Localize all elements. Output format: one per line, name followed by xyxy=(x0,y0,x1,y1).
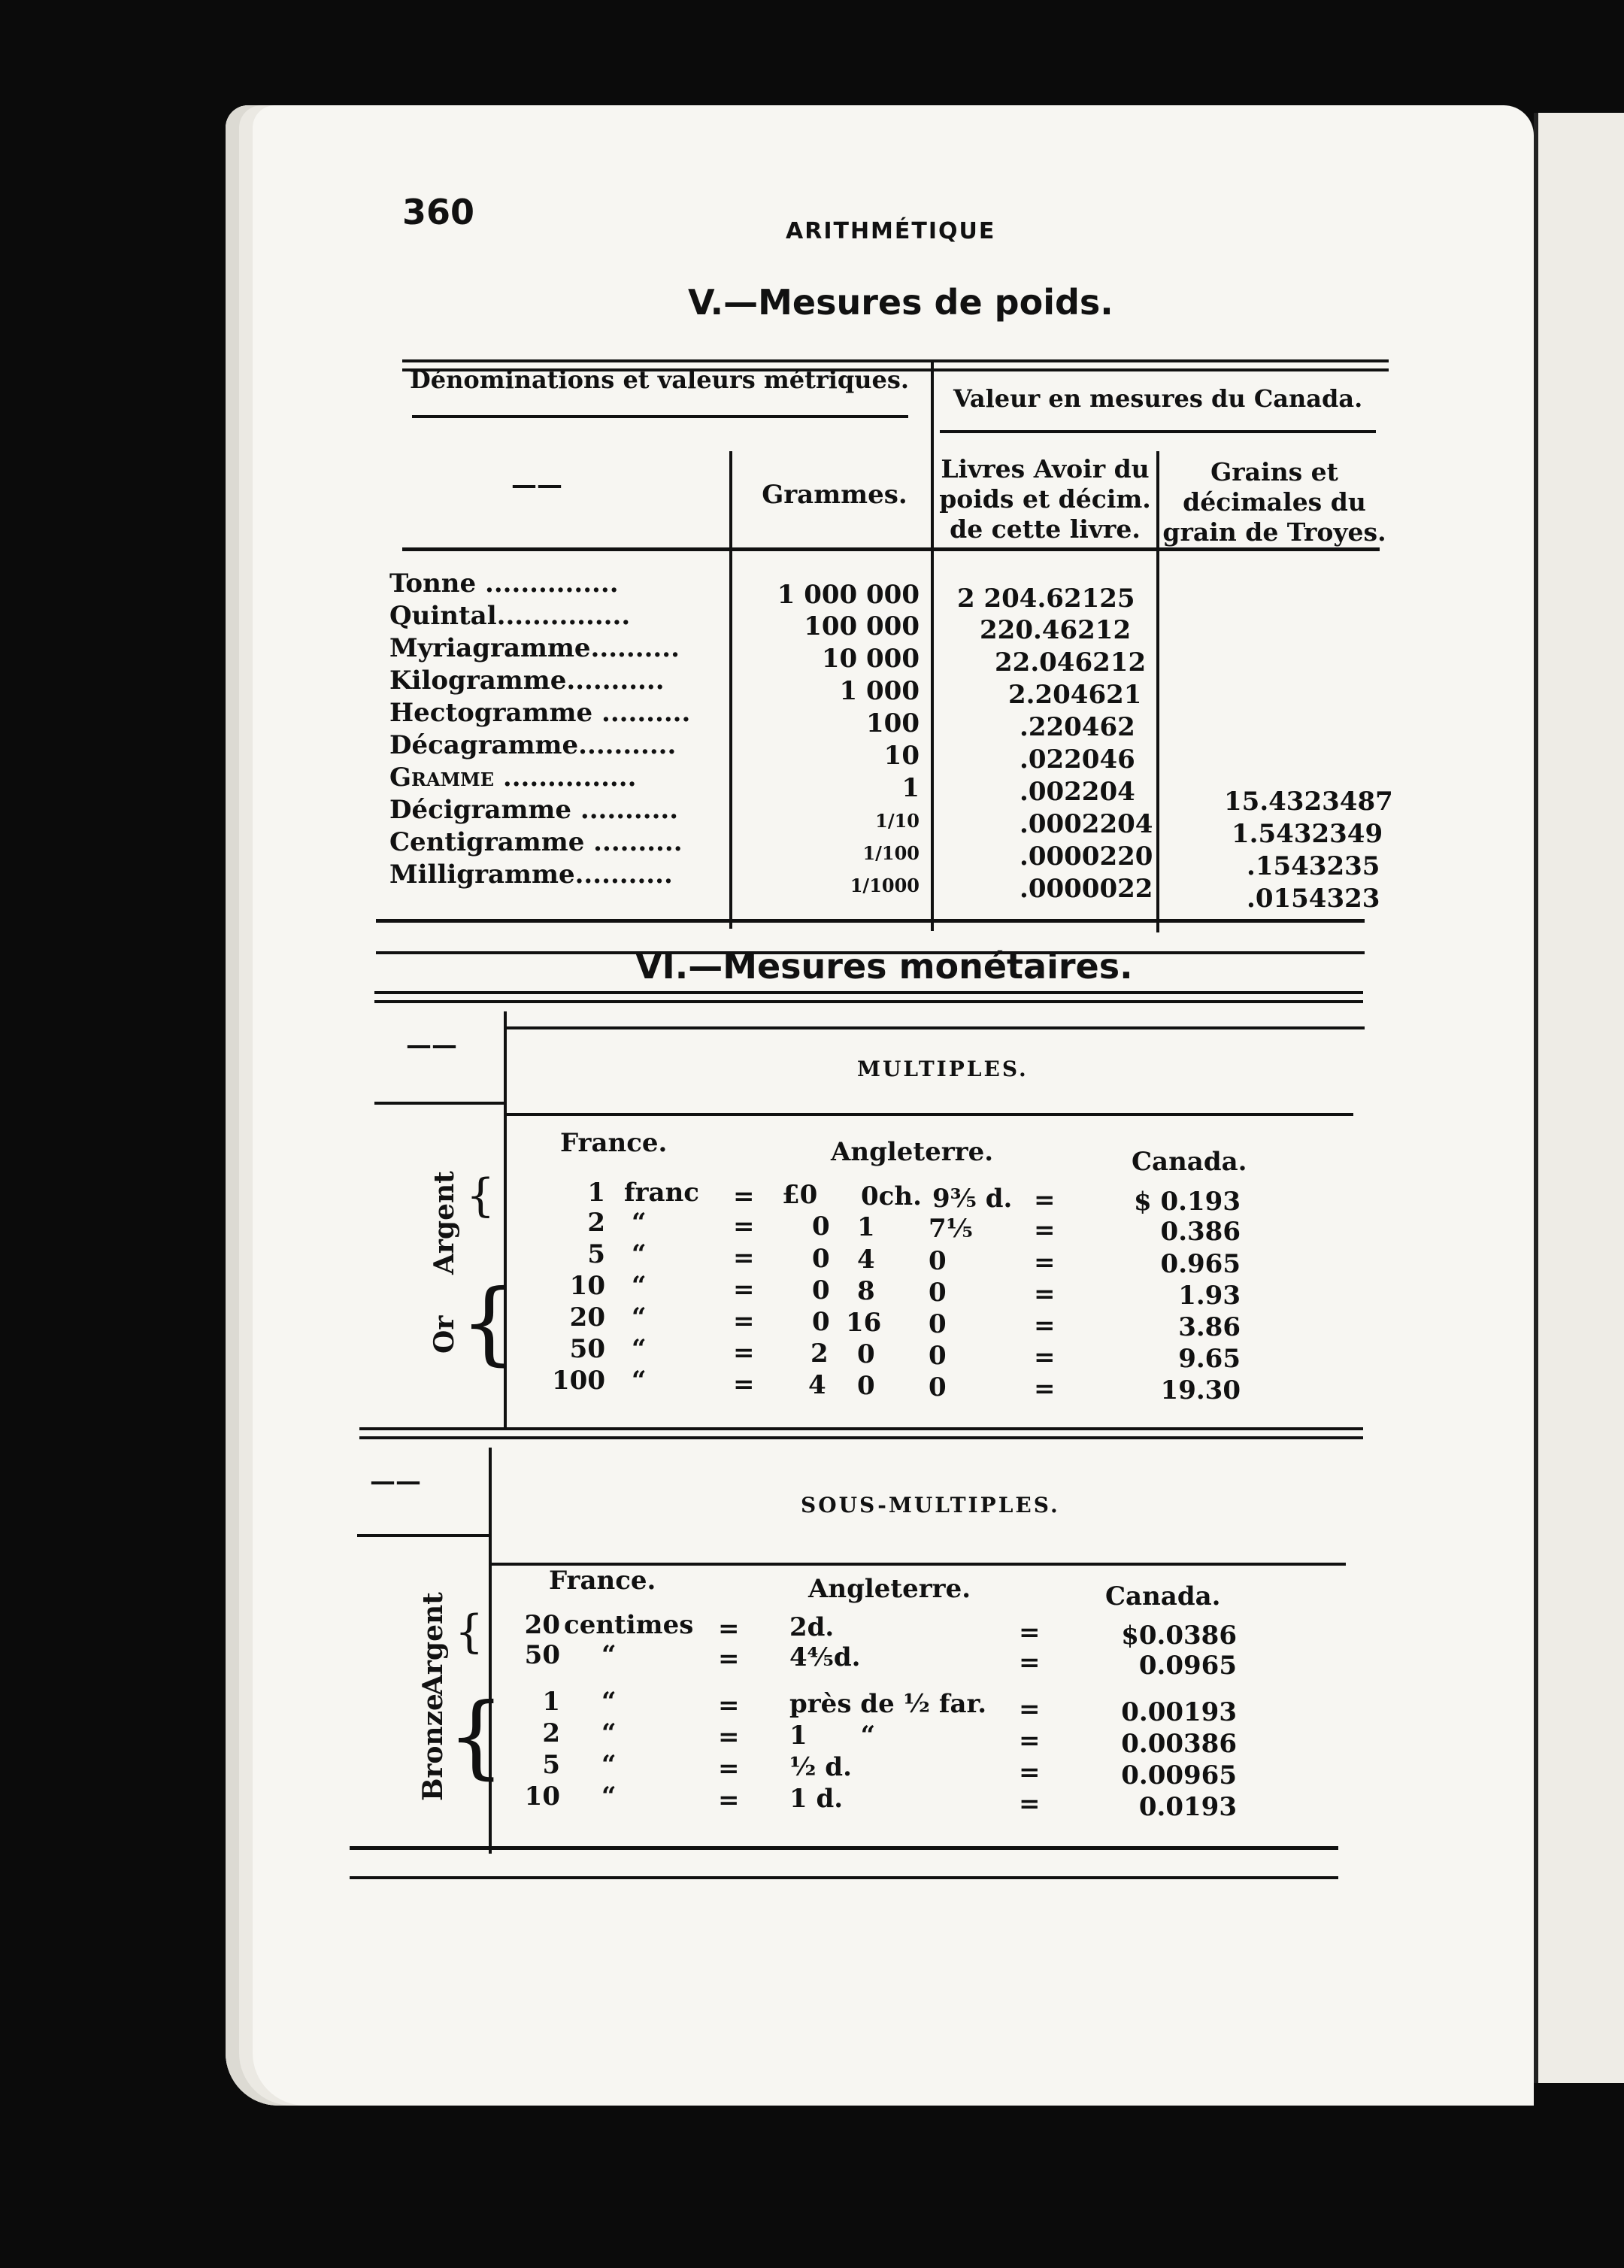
row-livres: .220462 xyxy=(1020,712,1135,742)
fr-unit: “ xyxy=(632,1239,647,1269)
rule xyxy=(504,1026,1365,1029)
multiples-heading: MULTIPLES. xyxy=(857,1057,1029,1081)
angleterre: 1 d. xyxy=(789,1784,844,1814)
row-name: Centigramme .......... xyxy=(389,827,683,857)
multiples-dash: —— xyxy=(406,1030,457,1060)
fr-unit: franc xyxy=(624,1178,699,1208)
pounds: 2 xyxy=(810,1339,829,1369)
equals: = xyxy=(733,1275,755,1305)
equals: = xyxy=(718,1690,740,1721)
facing-page-edge xyxy=(1534,113,1624,2083)
row-grammes: 1 xyxy=(901,773,920,803)
equals: = xyxy=(1019,1648,1041,1678)
equals: = xyxy=(733,1338,755,1368)
col-france: France. xyxy=(560,1128,668,1158)
fr-unit: “ xyxy=(632,1271,647,1301)
fr-unit: “ xyxy=(632,1334,647,1364)
row-livres: 2 204.62125 xyxy=(957,584,1135,614)
pence: 9⅗ d. xyxy=(932,1184,1013,1214)
equals: = xyxy=(718,1754,740,1784)
equals: = xyxy=(1034,1279,1056,1309)
equals: = xyxy=(733,1211,755,1242)
header-rule xyxy=(402,547,1380,551)
pounds: 0 xyxy=(812,1211,830,1242)
canada: 3.86 xyxy=(1178,1312,1241,1342)
row-livres: 2.204621 xyxy=(1008,680,1142,710)
rule xyxy=(350,1876,1338,1879)
dash-cell: —— xyxy=(511,470,562,500)
rule xyxy=(374,991,1363,994)
rule xyxy=(374,1102,506,1105)
equals: = xyxy=(1034,1185,1056,1215)
pounds: 0 xyxy=(812,1275,830,1305)
equals: = xyxy=(1019,1757,1041,1787)
row-grains: 15.4323487 xyxy=(1224,787,1393,817)
equals: = xyxy=(1034,1374,1056,1404)
row-name: Myriagramme.......... xyxy=(389,633,680,663)
shillings: 0ch. xyxy=(861,1181,922,1211)
canada: 1.93 xyxy=(1178,1281,1241,1311)
row-name: Milligramme........... xyxy=(389,860,673,890)
fr-unit: “ xyxy=(601,1750,617,1780)
col-canada: Canada. xyxy=(1132,1147,1247,1177)
canada: 0.0193 xyxy=(1138,1792,1237,1822)
equals: = xyxy=(733,1306,755,1336)
fr-unit: “ xyxy=(601,1640,617,1670)
col-livres-header: Livres Avoir du poids et décim. de cette livre. xyxy=(939,454,1151,544)
pounds: 0 xyxy=(812,1307,830,1337)
pence: 0 xyxy=(929,1372,947,1402)
shillings: 4 xyxy=(857,1245,875,1275)
sous-multiples-divider xyxy=(489,1448,492,1854)
row-name: Quintal............... xyxy=(389,601,631,631)
row-name: Kilogramme........... xyxy=(389,666,665,696)
equals: = xyxy=(718,1614,740,1644)
equals: = xyxy=(718,1644,740,1674)
shillings: 16 xyxy=(846,1308,882,1338)
row-name: Décigramme ........... xyxy=(389,795,679,825)
equals: = xyxy=(718,1722,740,1752)
fr-amount: 5 xyxy=(542,1750,560,1780)
brace: { xyxy=(447,1684,505,1789)
equals: = xyxy=(733,1369,755,1399)
row-grains: .0154323 xyxy=(1247,884,1380,914)
header-brace-right xyxy=(940,430,1376,433)
fr-unit: centimes xyxy=(564,1610,694,1640)
weights-left-header: Dénominations et valeurs métriques. xyxy=(410,365,910,394)
shillings: 8 xyxy=(857,1276,875,1306)
col-canada: Canada. xyxy=(1105,1581,1221,1612)
row-grammes: 100 xyxy=(866,708,920,738)
weights-right-header: Valeur en mesures du Canada. xyxy=(953,384,1363,413)
fr-amount: 2 xyxy=(587,1208,605,1238)
equals: = xyxy=(1034,1215,1056,1245)
fr-unit: “ xyxy=(601,1781,617,1812)
fr-amount: 2 xyxy=(542,1718,560,1748)
canada: 0.00193 xyxy=(1121,1697,1237,1727)
row-livres: 220.46212 xyxy=(980,615,1132,645)
row-livres: .0002204 xyxy=(1020,809,1153,839)
angleterre: 1 “ xyxy=(789,1721,876,1751)
canada: 0.00386 xyxy=(1121,1729,1237,1759)
row-livres: .0000220 xyxy=(1020,841,1153,872)
brace: { xyxy=(460,1271,518,1375)
shillings: 0 xyxy=(857,1371,875,1401)
rule xyxy=(402,359,1389,362)
group-argent-label: Argent xyxy=(417,1592,449,1696)
equals: = xyxy=(1019,1726,1041,1756)
col-france: France. xyxy=(549,1566,656,1596)
fr-amount: 20 xyxy=(569,1302,605,1333)
fr-unit: “ xyxy=(632,1302,647,1333)
row-name: Hectogramme .......... xyxy=(389,698,691,728)
canada: 0.0965 xyxy=(1138,1651,1237,1681)
fr-amount: 20 xyxy=(524,1610,560,1640)
canada: 0.965 xyxy=(1160,1249,1241,1279)
page-number: 360 xyxy=(402,192,475,232)
row-grammes: 1/10 xyxy=(875,810,920,832)
row-name: Décagramme........... xyxy=(389,730,677,760)
canada: 19.30 xyxy=(1160,1375,1241,1405)
equals: = xyxy=(1019,1694,1041,1724)
canada: $0.0386 xyxy=(1121,1621,1237,1651)
canada: 9.65 xyxy=(1178,1344,1241,1374)
equals: = xyxy=(1034,1311,1056,1341)
row-grammes: 1/100 xyxy=(862,842,920,864)
angleterre: près de ½ far. xyxy=(789,1689,987,1719)
rule xyxy=(504,1113,1353,1116)
fr-unit: “ xyxy=(601,1718,617,1748)
equals: = xyxy=(1034,1248,1056,1278)
brace: { xyxy=(455,1605,484,1658)
equals: = xyxy=(1034,1342,1056,1372)
fr-amount: 1 xyxy=(542,1687,560,1717)
rule xyxy=(374,1000,1363,1003)
angleterre: 2d. xyxy=(789,1612,835,1642)
canada: 0.386 xyxy=(1160,1217,1241,1247)
row-grains: .1543235 xyxy=(1247,851,1380,881)
equals: = xyxy=(1019,1618,1041,1648)
pence: 0 xyxy=(929,1246,947,1276)
col-angleterre: Angleterre. xyxy=(808,1574,971,1604)
row-grammes: 1/1000 xyxy=(850,875,920,896)
fr-amount: 50 xyxy=(524,1640,560,1670)
brace: { xyxy=(466,1169,495,1222)
row-name: Gramme ............... xyxy=(389,763,637,793)
rule xyxy=(350,1846,1338,1850)
row-name: Tonne ............... xyxy=(389,569,619,599)
weights-divider xyxy=(931,359,934,931)
col-grammes-header: Grammes. xyxy=(762,480,907,510)
group-bronze-label: Bronze xyxy=(417,1693,449,1801)
angleterre: ½ d. xyxy=(789,1752,852,1782)
pence: 0 xyxy=(929,1309,947,1339)
equals: = xyxy=(1019,1789,1041,1819)
sous-multiples-dash: —— xyxy=(370,1466,421,1496)
row-grammes: 1 000 xyxy=(839,676,920,706)
row-livres: .022046 xyxy=(1020,744,1135,775)
sous-multiples-heading: SOUS-MULTIPLES. xyxy=(801,1493,1060,1518)
weights-title: V.—Mesures de poids. xyxy=(688,282,1113,323)
fr-amount: 1 xyxy=(587,1178,605,1208)
row-grammes: 10 xyxy=(883,741,920,771)
pounds: £0 xyxy=(782,1180,818,1210)
row-livres: .002204 xyxy=(1020,777,1135,807)
weights-bottom-rule xyxy=(376,919,1365,923)
fr-amount: 100 xyxy=(552,1366,605,1396)
equals: = xyxy=(733,1181,755,1211)
rule xyxy=(357,1534,491,1537)
pounds: 4 xyxy=(808,1370,826,1400)
fr-amount: 10 xyxy=(524,1781,560,1812)
pence: 0 xyxy=(929,1278,947,1308)
canada: $ 0.193 xyxy=(1134,1187,1241,1217)
angleterre: 4⅘d. xyxy=(789,1642,861,1672)
canada: 0.00965 xyxy=(1121,1760,1237,1790)
fr-amount: 10 xyxy=(569,1271,605,1301)
equals: = xyxy=(718,1785,740,1815)
group-argent-label: Argent xyxy=(429,1171,460,1275)
pence: 7⅕ xyxy=(929,1214,973,1244)
fr-amount: 50 xyxy=(569,1334,605,1364)
row-livres: .0000022 xyxy=(1020,874,1153,904)
fr-unit: “ xyxy=(632,1366,647,1396)
shillings: 0 xyxy=(857,1339,875,1369)
rule xyxy=(359,1427,1363,1430)
col-grains-header: Grains et décimales du grain de Troyes. xyxy=(1162,457,1386,547)
row-grammes: 10 000 xyxy=(821,644,920,674)
pence: 0 xyxy=(929,1341,947,1371)
rule xyxy=(359,1436,1363,1439)
shillings: 1 xyxy=(857,1212,875,1242)
row-grammes: 1 000 000 xyxy=(777,580,920,610)
header-brace-left xyxy=(412,415,908,418)
row-grammes: 100 000 xyxy=(804,611,920,641)
running-head: ARITHMÉTIQUE xyxy=(786,218,996,244)
group-or-label: Or xyxy=(429,1315,460,1354)
fr-unit: “ xyxy=(632,1208,647,1238)
pounds: 0 xyxy=(812,1244,830,1274)
fr-unit: “ xyxy=(601,1687,617,1717)
fr-amount: 5 xyxy=(587,1239,605,1269)
row-livres: 22.046212 xyxy=(995,647,1147,678)
row-grains: 1.5432349 xyxy=(1232,819,1383,849)
col-angleterre: Angleterre. xyxy=(831,1137,994,1167)
equals: = xyxy=(733,1243,755,1273)
monetary-title: VI.—Mesures monétaires. xyxy=(635,946,1133,987)
